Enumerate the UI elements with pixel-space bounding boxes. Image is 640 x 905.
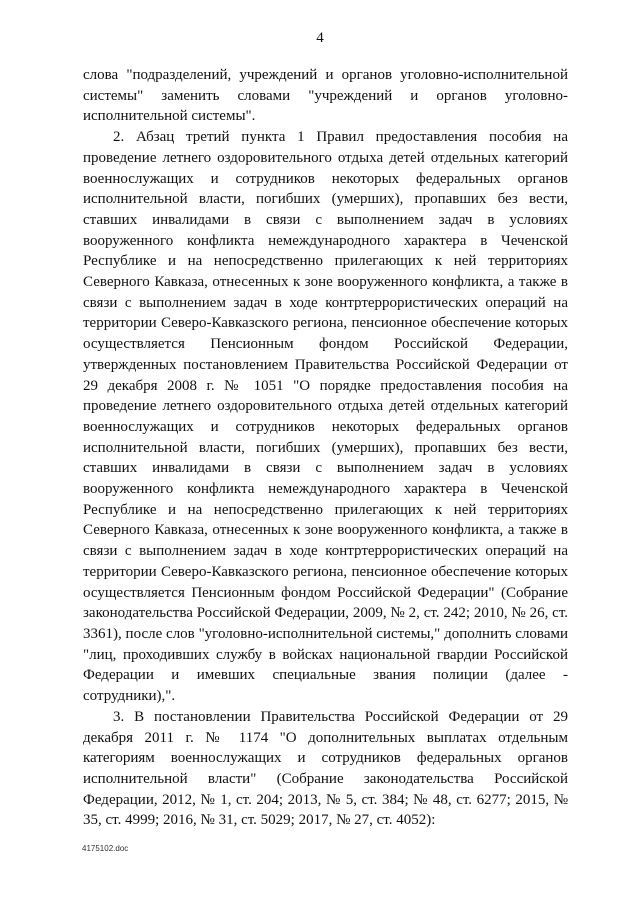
document-body [83, 65, 568, 831]
page-number: 4 [316, 30, 324, 46]
paragraph-item-3: 3. В постановлении Правительства Российской Федерации от 29 декабря 2011 г. № 1174 "О дополнительных выплатах отдельным категориям военнослужащих и сотрудников федеральных органов исполнительной власти" (Собрание законодательства Российской Федерации, 2012, № 1, ст. 204; 2013, № 5, ст. 384; № 48, ст. 6277; 2015, № 35, ст. 4999; 2016, № 31, ст. 5029; 2017, № 27, ст. 4052): [83, 708, 568, 829]
paragraph-continuation: слова "подразделений, учреждений и органов уголовно-исполнительной системы" заменить словами "учреждений и органов уголовно-исполнительной системы". [83, 67, 568, 125]
document-file-code: 4175102.doc [82, 844, 129, 853]
paragraph-item-2: 2. Абзац третий пункта 1 Правил предоставления пособия на проведение летнего оздоровительного отдыха детей отдельных категорий военнослужащих и сотрудников некоторых федеральных органов исполнительной власти, погибших (умерших), пропавших без вести, ставших инвалидами в связи с выполнением задач в условиях вооруженного конфликта немеждународного характера в Чеченской Республике и на непосредственно прилегающих к ней территориях Северного Кавказа, отнесенных к зоне вооруженного конфликта, а также в связи с выполнением задач в ходе контртеррористических операций на территории Северо-Кавказского региона, пенсионное обеспечение которых осуществляется Пенсионным фондом Российской Федерации, утвержденных постановлением Правительства Российской Федерации от 29 декабря 2008 г. № 1051 "О порядке предоставления пособия на проведение летнего оздоровительного отдыха детей отдельных категорий военнослужащих и сотрудников некоторых федеральных органов исполнительной власти, погибших (умерших), пропавших без вести, ставших инвалидами в связи с выполнением задач в условиях вооруженного конфликта немеждународного характера в Чеченской Республике и на непосредственно прилегающих к ней территориях Северного Кавказа, отнесенных к зоне вооруженного конфликта, а также в связи с выполнением задач в ходе контртеррористических операций на территории Северо-Кавказского региона, пенсионное обеспечение которых осуществляется Пенсионным фондом Российской Федерации" (Собрание законодательства Российской Федерации, 2009, № 2, ст. 242; 2010, № 26, ст. 3361), после слов "уголовно-исполнительной системы," дополнить словами "лиц, проходивших службу в войсках национальной гвардии Российской Федерации и имевших специальные звания полиции (далее - сотрудники),". [83, 129, 568, 705]
